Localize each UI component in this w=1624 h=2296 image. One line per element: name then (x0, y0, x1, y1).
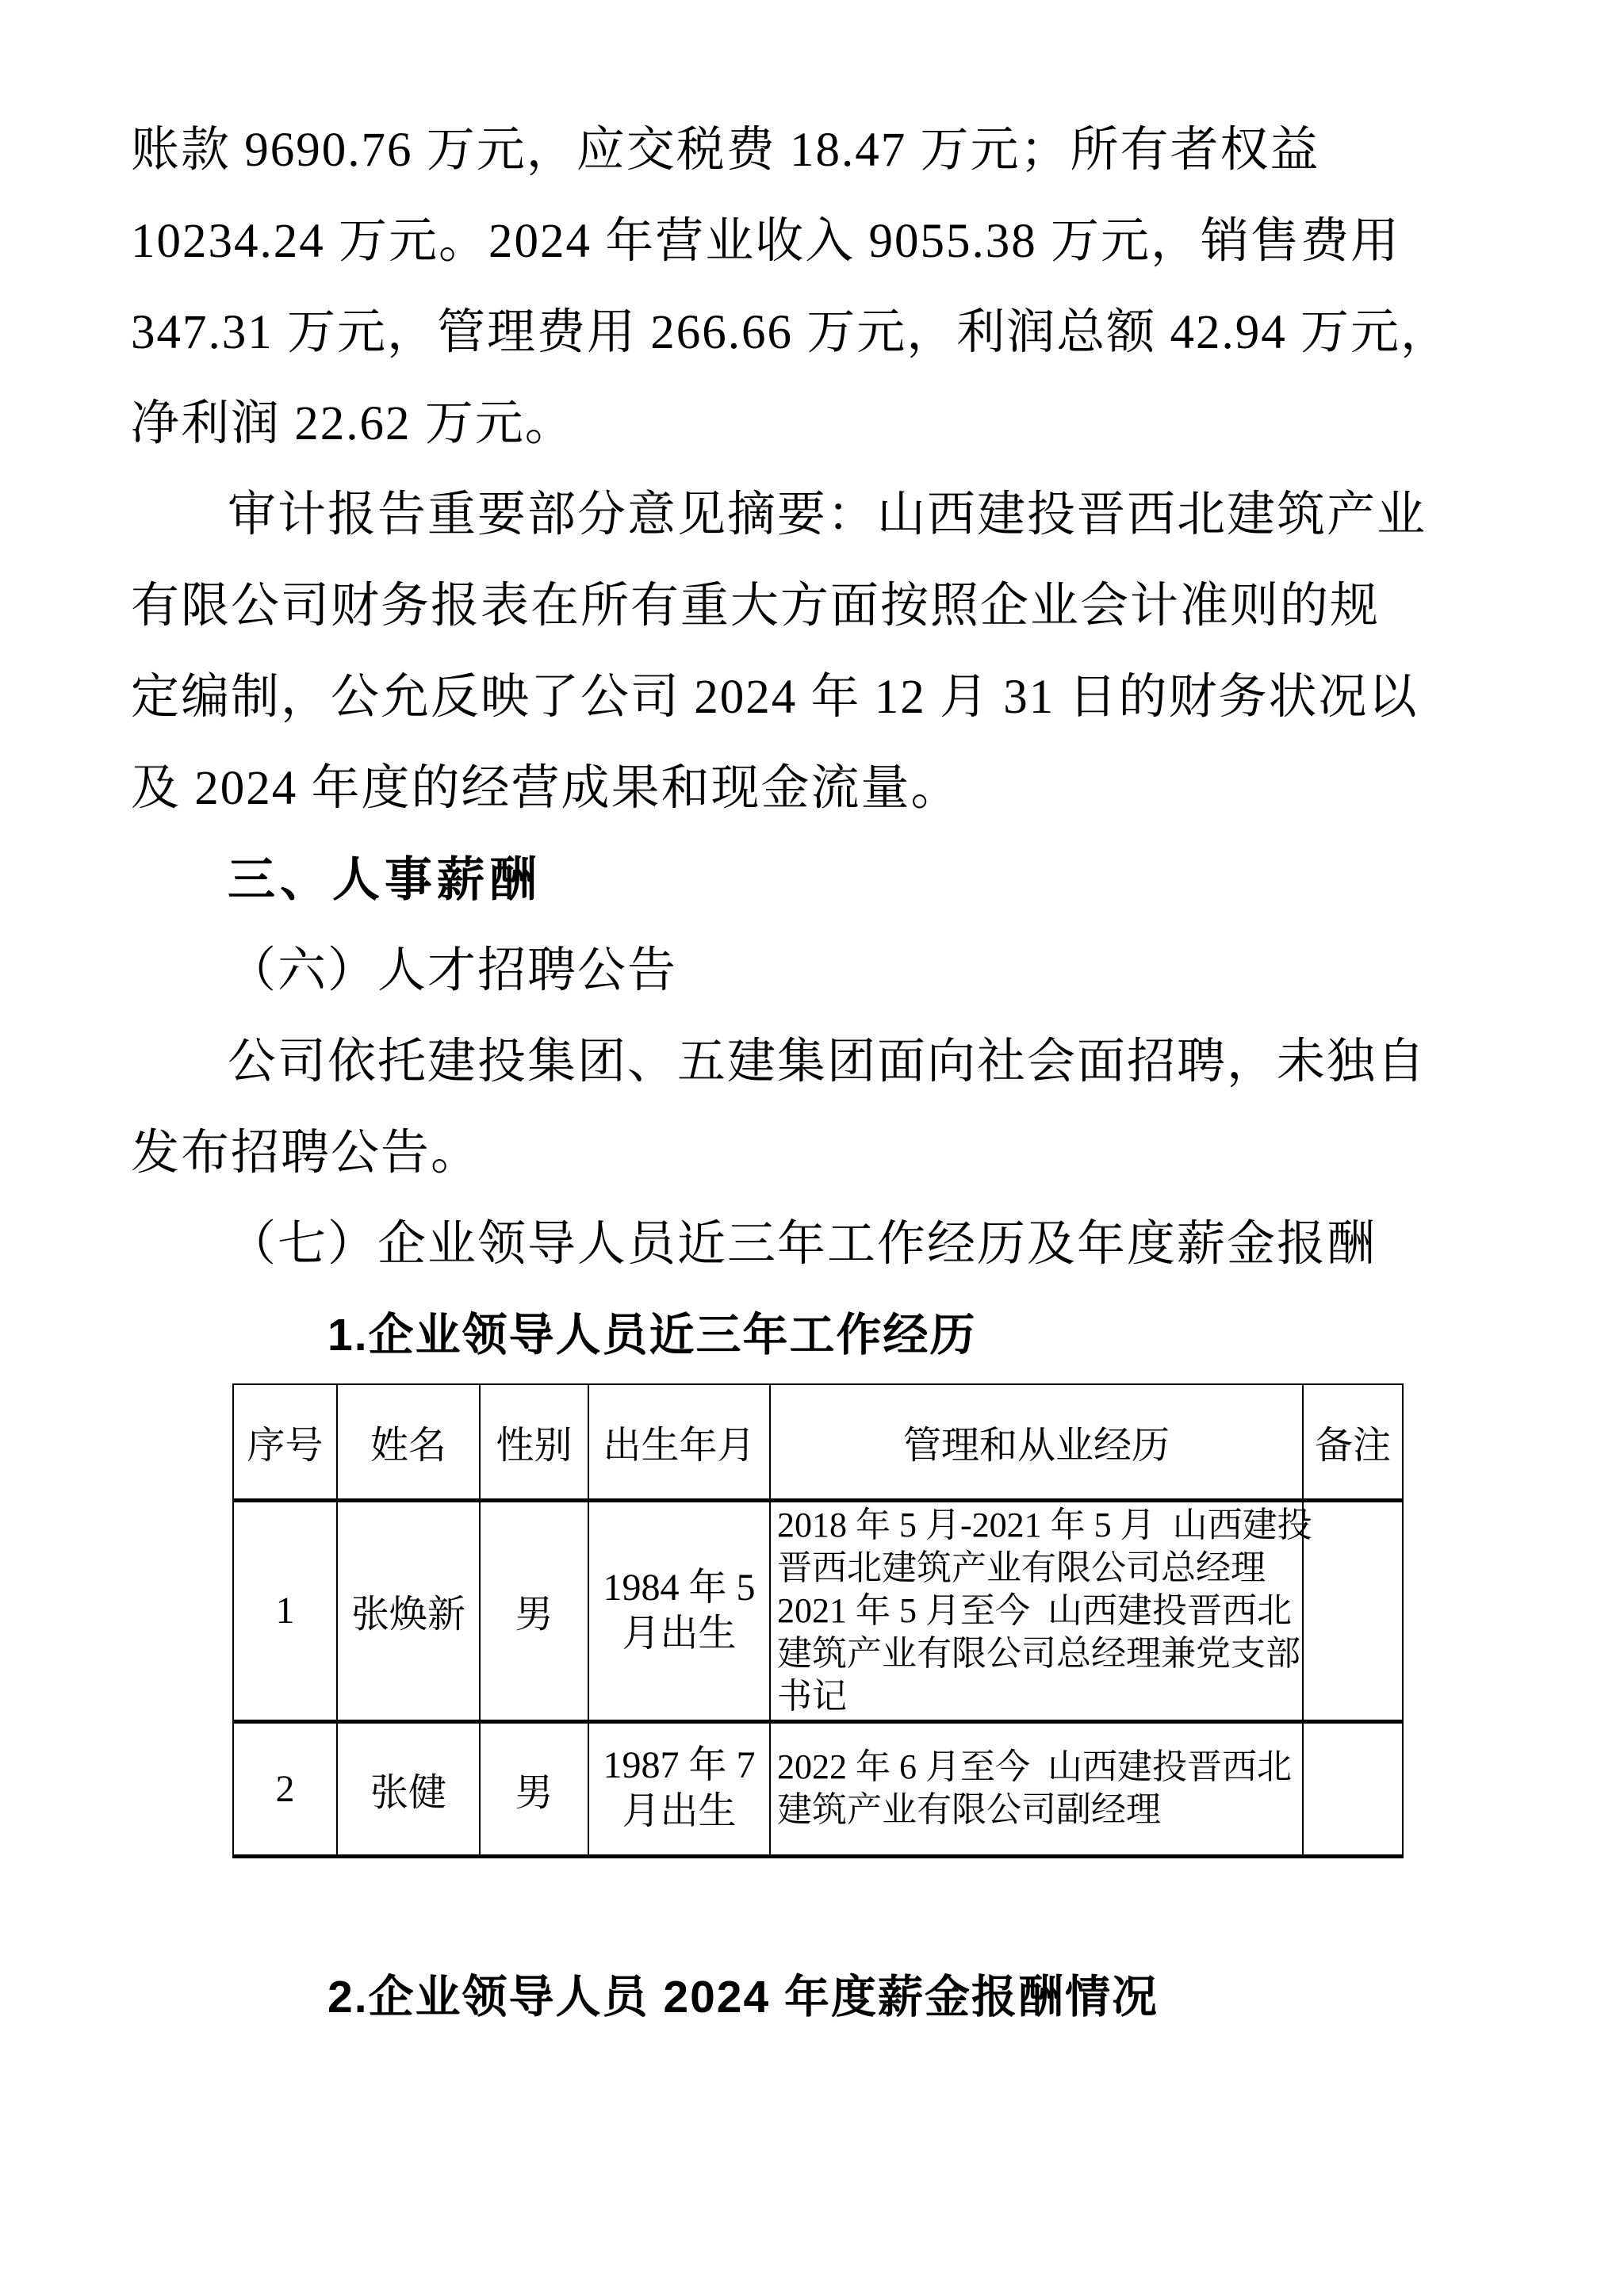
subheading-leaders-history: （七）企业领导人员近三年工作经历及年度薪金报酬 (228, 1218, 1377, 1271)
birth-line: 月出生 (622, 1612, 737, 1655)
subheading-recruitment: （六）人才招聘公告 (228, 944, 678, 997)
paragraph-finance-line: 347.31 万元，管理费用 266.66 万元，利润总额 42.94 万元， (131, 306, 1451, 359)
cell-birth (588, 1721, 770, 1856)
cell-gender: 男 (480, 1721, 588, 1856)
paragraph-audit-line: 有限公司财务报表在所有重大方面按照企业会计准则的规 (131, 580, 1381, 633)
career-line: 2021 年 5 月至今 山西建投晋西北 (777, 1590, 1292, 1630)
paragraph-recruitment-line: 公司依托建投集团、五建集团面向社会面招聘，未独自 (228, 1035, 1427, 1089)
footer-heading-wrap (131, 1952, 1526, 2043)
table-row (233, 1500, 1403, 1721)
header-gender: 性别 (480, 1384, 588, 1500)
cell-birth (588, 1500, 770, 1721)
cell-note (1303, 1500, 1403, 1721)
career-line: 晋西北建筑产业有限公司总经理 (777, 1548, 1266, 1587)
paragraph-audit-line: 审计报告重要部分意见摘要：山西建投晋西北建筑产业 (228, 488, 1427, 541)
cell-career (770, 1500, 1312, 1721)
paragraph-recruitment-line: 发布招聘公告。 (131, 1127, 481, 1180)
cell-gender: 男 (480, 1500, 588, 1721)
header-seq: 序号 (233, 1384, 337, 1500)
career-line: 建筑产业有限公司副经理 (777, 1790, 1161, 1829)
cell-name: 张焕新 (337, 1500, 480, 1721)
paragraph-finance-line: 账款 9690.76 万元，应交税费 18.47 万元；所有者权益 (131, 124, 1320, 177)
cell-career (770, 1721, 1303, 1856)
cell-note (1303, 1721, 1403, 1856)
cell-seq: 1 (233, 1500, 337, 1721)
birth-line: 1984 年 5 (603, 1566, 756, 1609)
body-text (131, 105, 1526, 1381)
career-line: 2022 年 6 月至今 山西建投晋西北 (777, 1747, 1292, 1786)
paragraph-finance-line: 净利润 22.62 万元。 (131, 397, 575, 450)
birth-line: 1987 年 7 (603, 1744, 756, 1786)
leaders-history-table (232, 1383, 1404, 1858)
career-line: 2018 年 5 月-2021 年 5 月 山西建投 (777, 1505, 1312, 1544)
header-note: 备注 (1303, 1384, 1403, 1500)
career-line: 书记 (777, 1676, 847, 1716)
paragraph-finance-line: 10234.24 万元。2024 年营业收入 9055.38 万元，销售费用 (131, 215, 1401, 268)
header-career: 管理和从业经历 (770, 1384, 1303, 1500)
paragraph-audit-line: 及 2024 年度的经营成果和现金流量。 (131, 762, 961, 815)
table-header-row (233, 1384, 1403, 1500)
cell-name: 张健 (337, 1721, 480, 1856)
cell-seq: 2 (233, 1721, 337, 1856)
paragraph-audit-line: 定编制，公允反映了公司 2024 年 12 月 31 日的财务状况以 (131, 671, 1419, 724)
header-name: 姓名 (337, 1384, 480, 1500)
birth-line: 月出生 (622, 1790, 737, 1832)
career-line: 建筑产业有限公司总经理兼党支部 (777, 1633, 1300, 1673)
subheading-work-history: 1.企业领导人员近三年工作经历 (327, 1310, 977, 1360)
section-heading-personnel: 三、人事薪酬 (228, 853, 542, 906)
header-birth: 出生年月 (588, 1384, 770, 1500)
subheading-salary-2024: 2.企业领导人员 2024 年度薪金报酬情况 (327, 1972, 1159, 2022)
table-row (233, 1721, 1403, 1856)
